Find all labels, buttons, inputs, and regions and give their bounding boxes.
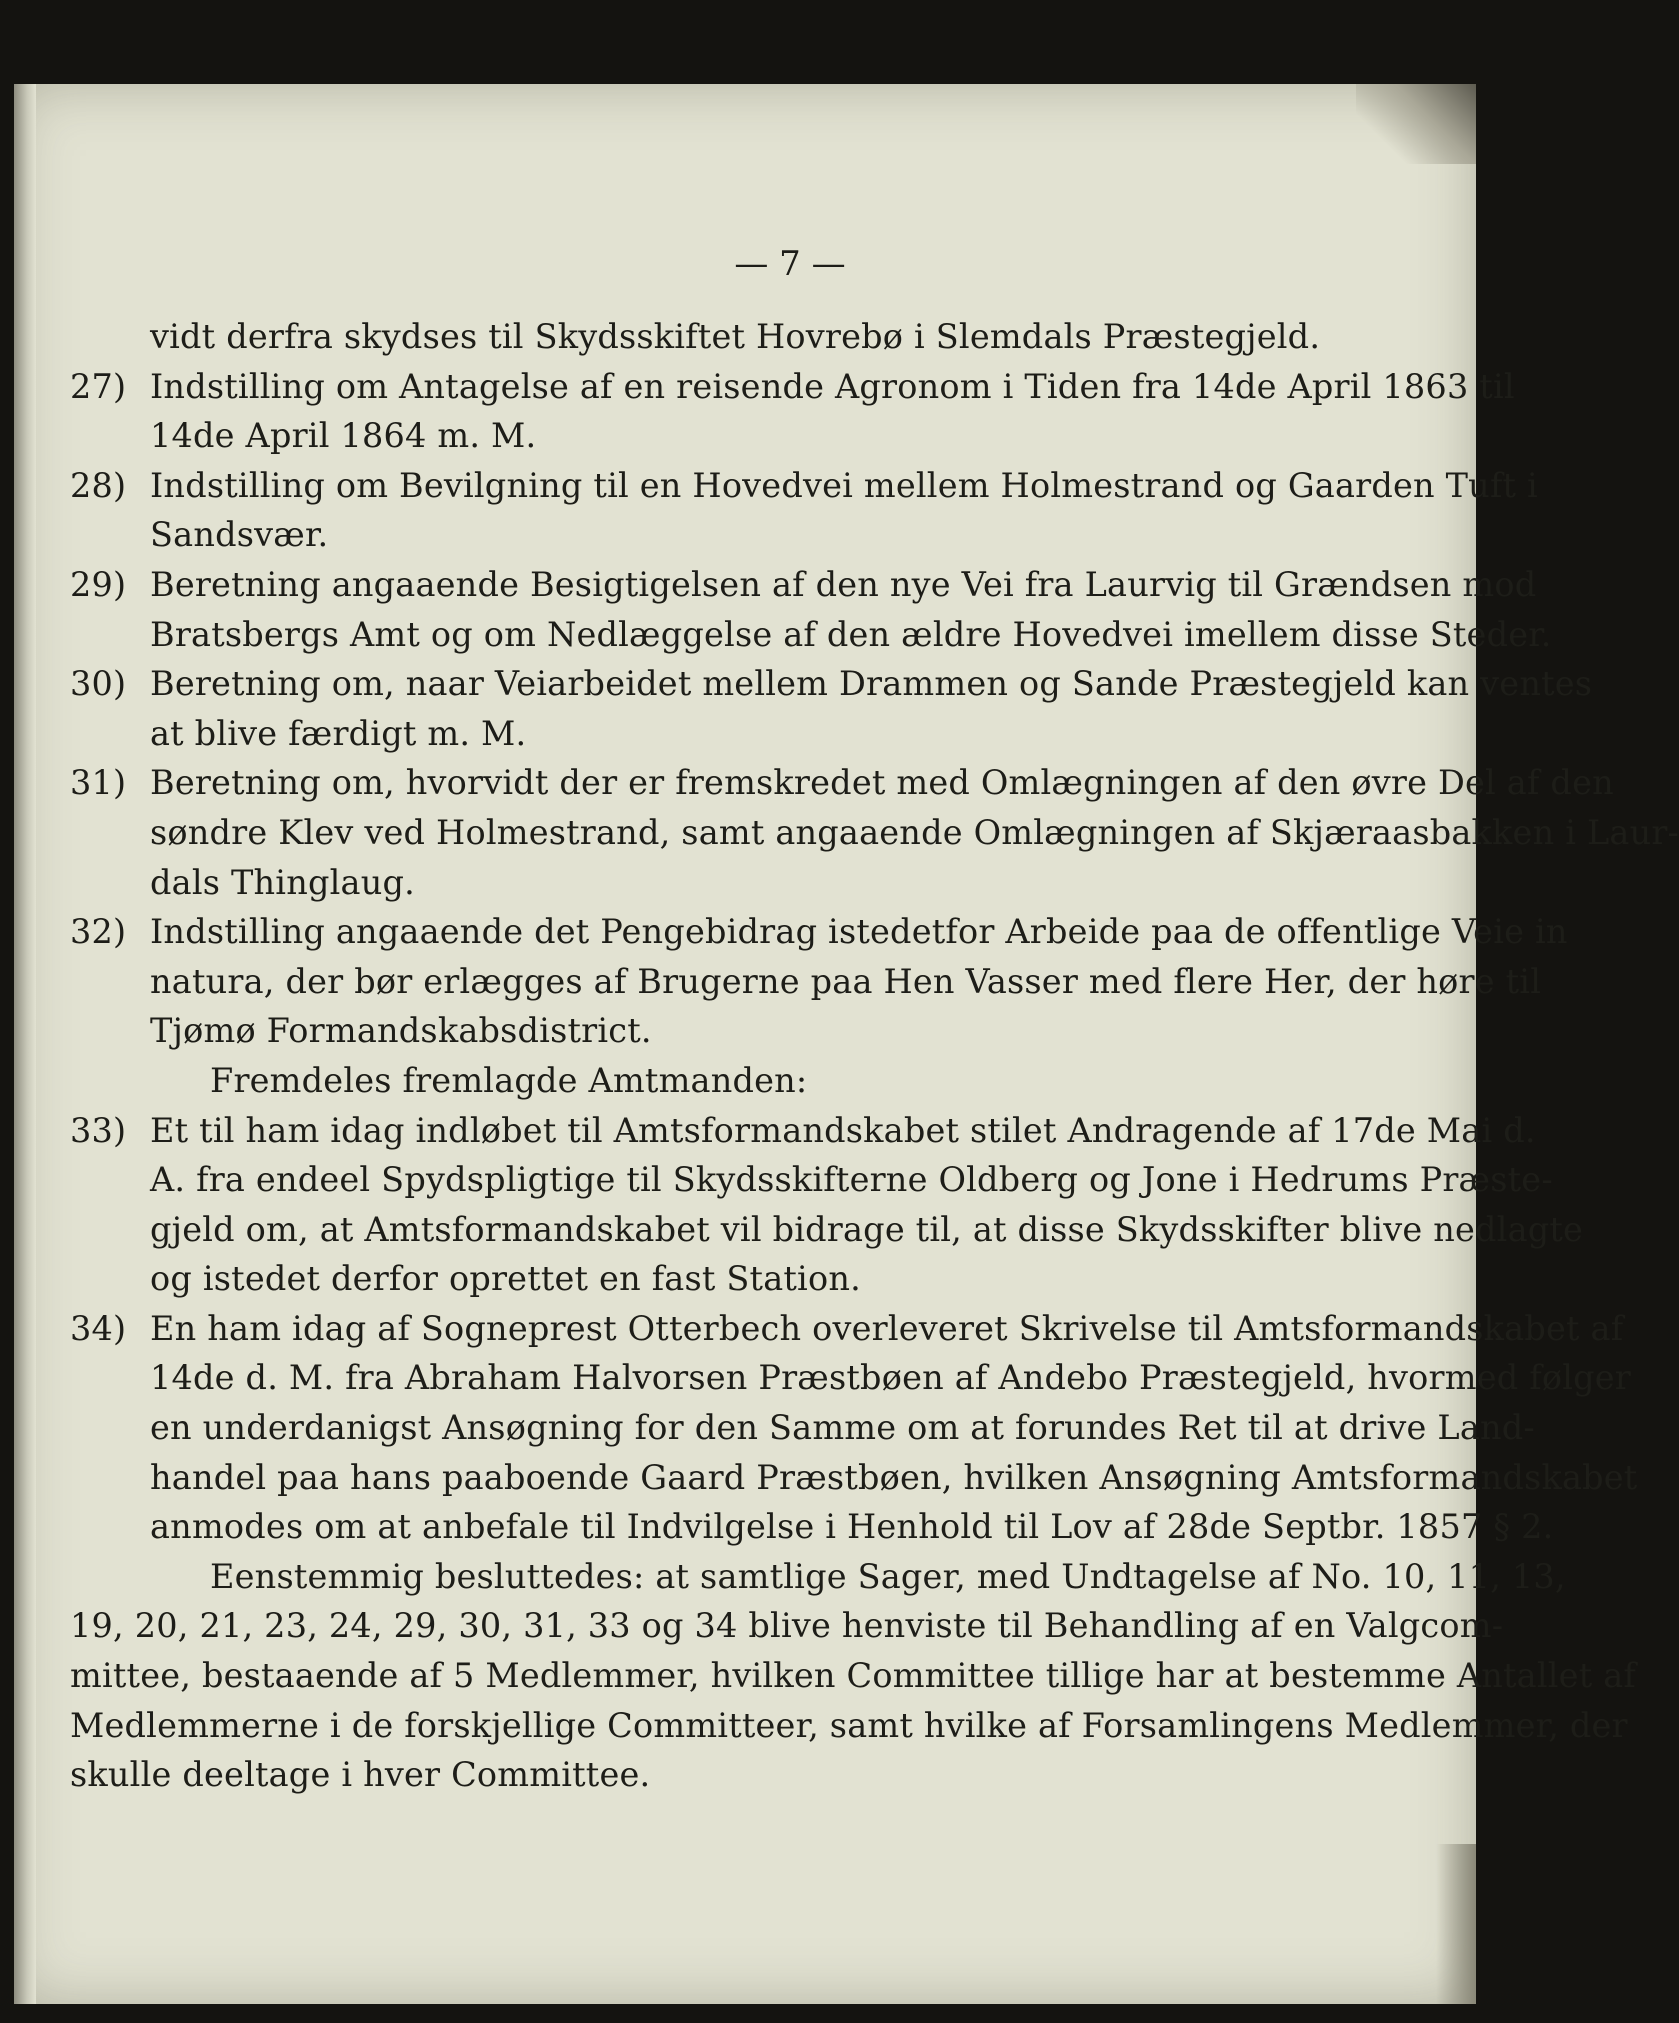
text-line [70, 1701, 1628, 1751]
line-text: A. fra endeel Spydspligtige til Skydsskifterne Oldberg og Jone i Hedrums Præste- [150, 1160, 1553, 1200]
line-text: Beretning om, hvorvidt der er fremskredet med Omlægningen af den øvre Del af den [150, 763, 1614, 803]
line-text: Indstilling om Antagelse af en reisende Agronom i Tiden fra 14de April 1863 til [150, 366, 1515, 406]
line-text: Fremdeles fremlagde Amtmanden: [210, 1060, 808, 1100]
text-line [70, 907, 1568, 957]
line-text: 19, 20, 21, 23, 24, 29, 30, 31, 33 og 34 blive henviste til Behandling af en Valgcom- [70, 1606, 1504, 1646]
text-line [70, 610, 1552, 660]
text-line [70, 1006, 1390, 1056]
line-text: Eenstemmig besluttedes: at samtlige Sager, med Undtagelse af No. 10, 11, 13, [210, 1556, 1566, 1596]
text-line [70, 1056, 1390, 1106]
text-line [70, 312, 1390, 362]
item-number: 28) [70, 465, 127, 505]
line-text: Tjømø Formandskabsdistrict. [150, 1011, 652, 1051]
line-text: Indstilling angaaende det Pengebidrag istedetfor Arbeide paa de offentlige Veie in [150, 912, 1568, 952]
text-line [70, 659, 1593, 709]
text-line [70, 1552, 1566, 1602]
text-line [70, 758, 1614, 808]
line-text: vidt derfra skydses til Skydsskiftet Hovrebø i Slemdals Præstegjeld. [150, 317, 1321, 356]
line-text: Bratsbergs Amt og om Nedlæggelse af den ældre Hovedvei imellem disse Steder. [150, 614, 1552, 654]
line-text: 14de d. M. fra Abraham Halvorsen Præstbøen af Andebo Præstegjeld, hvormed følger [150, 1358, 1632, 1398]
page-number: — 7 — [734, 244, 846, 284]
line-text: mittee, bestaaende af 5 Medlemmer, hvilken Committee tillige har at bestemme Antallet af [70, 1656, 1636, 1696]
text-line [70, 1750, 1390, 1800]
text-line [70, 1502, 1554, 1552]
torn-corner-top [1356, 84, 1476, 164]
line-text: Et til ham idag indløbet til Amtsformandskabet stilet Andragende af 17de Mai d. [150, 1110, 1536, 1150]
line-text: skulle deeltage i hver Committee. [70, 1755, 651, 1795]
text-line [70, 1304, 1624, 1354]
text-line [70, 461, 1538, 511]
line-text: og istedet derfor oprettet en fast Station. [150, 1259, 861, 1299]
text-line [70, 1403, 1535, 1453]
text-line [70, 709, 1390, 759]
body-text [70, 312, 1679, 1800]
text-line [70, 808, 1679, 858]
item-number: 32) [70, 912, 127, 952]
text-line [70, 1651, 1636, 1701]
item-number: 31) [70, 763, 127, 803]
text-line [70, 411, 1390, 461]
line-text: Beretning om, naar Veiarbeidet mellem Drammen og Sande Præstegjeld kan ventes [150, 664, 1593, 704]
line-text: søndre Klev ved Holmestrand, samt angaaende Omlægningen af Skjæraasbakken i Laur- [150, 812, 1679, 852]
line-text: Indstilling om Bevilgning til en Hovedvei mellem Holmestrand og Gaarden Tuft i [150, 465, 1538, 505]
line-text: en underdanigst Ansøgning for den Samme om at forundes Ret til at drive Land- [150, 1408, 1535, 1448]
item-number: 30) [70, 664, 127, 704]
line-text: En ham idag af Sogneprest Otterbech overleveret Skrivelse til Amtsformandskabet af [150, 1308, 1624, 1348]
text-line [70, 1453, 1638, 1503]
document-page [14, 84, 1679, 2004]
line-text: dals Thinglaug. [150, 862, 415, 902]
text-line [70, 1601, 1504, 1651]
worn-edge-bottom [1436, 1844, 1476, 2004]
text-line [70, 560, 1537, 610]
line-text: Medlemmerne i de forskjellige Committeer, samt hvilke af Forsamlingens Medlemmer, der [70, 1705, 1628, 1745]
line-text: Sandsvær. [150, 515, 329, 555]
text-line [70, 1106, 1536, 1156]
text-line [70, 510, 1390, 560]
line-text: at blive færdigt m. M. [150, 713, 527, 753]
text-line [70, 1155, 1553, 1205]
text-line [70, 957, 1542, 1007]
text-line [70, 362, 1515, 412]
item-number: 34) [70, 1308, 127, 1348]
line-text: Beretning angaaende Besigtigelsen af den nye Vei fra Laurvig til Grændsen mod [150, 564, 1537, 604]
item-number: 33) [70, 1110, 127, 1150]
line-text: anmodes om at anbefale til Indvilgelse i Henhold til Lov af 28de Septbr. 1857 § 2. [150, 1507, 1554, 1547]
line-text: 14de April 1864 m. M. [150, 416, 537, 456]
text-line [70, 1353, 1632, 1403]
line-text: natura, der bør erlægges af Brugerne paa Hen Vasser med flere Her, der høre til [150, 961, 1542, 1001]
text-line [70, 1254, 1390, 1304]
item-number: 27) [70, 366, 127, 406]
item-number: 29) [70, 564, 127, 604]
line-text: handel paa hans paaboende Gaard Præstbøen, hvilken Ansøgning Amtsformandskabet [150, 1457, 1638, 1497]
line-text: gjeld om, at Amtsformandskabet vil bidrage til, at disse Skydsskifter blive nedlagte [150, 1209, 1584, 1249]
binding-fold [14, 84, 36, 2004]
text-line [70, 858, 1390, 908]
text-line [70, 1205, 1584, 1255]
